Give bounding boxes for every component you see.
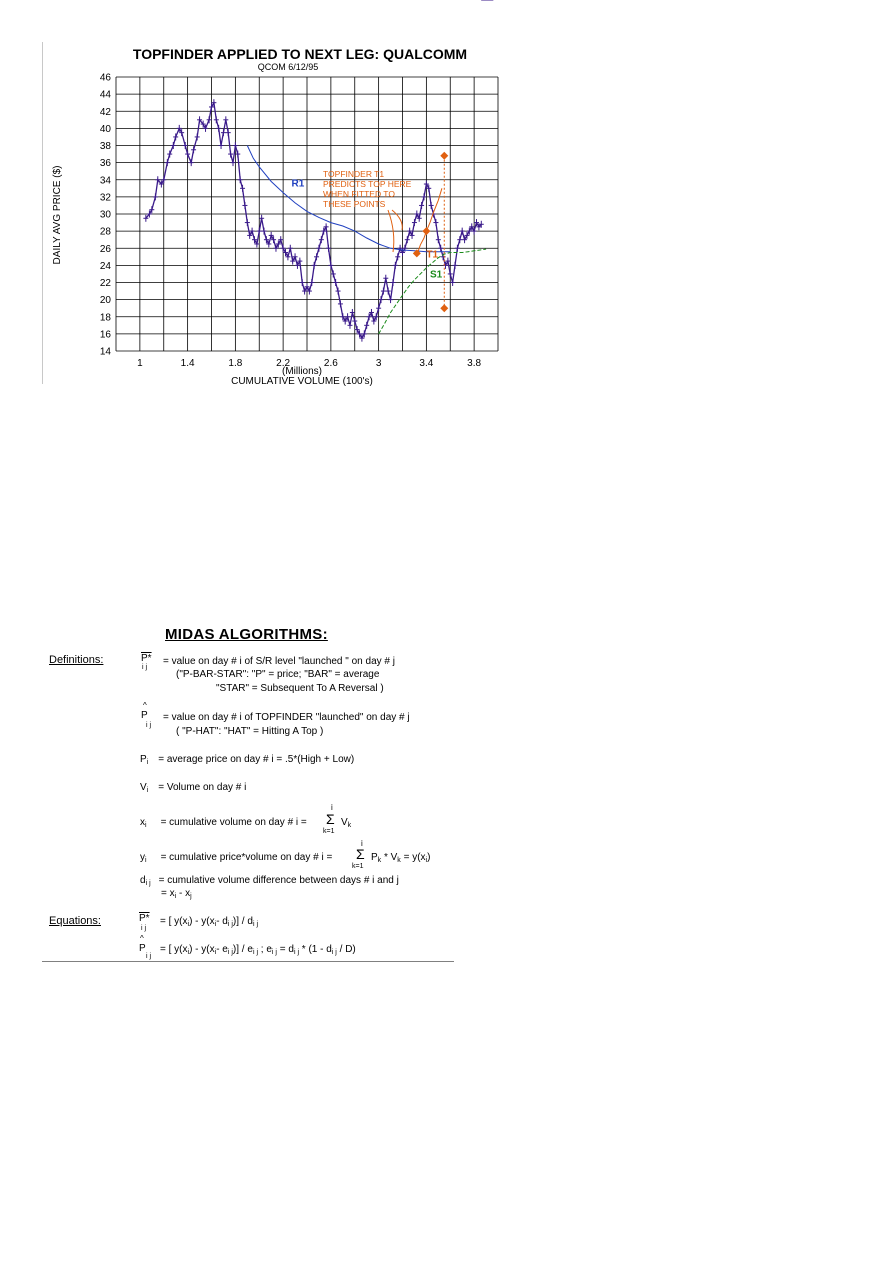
y-tick-label: 14 bbox=[99, 346, 111, 358]
price-point bbox=[328, 262, 333, 269]
p-hat-symbol: P bbox=[141, 710, 148, 721]
price-point bbox=[383, 275, 388, 282]
def6: $y_i$ = cumulative price*volume on day # i = bbox=[140, 852, 333, 864]
marker-diamond bbox=[440, 304, 448, 312]
price-point bbox=[171, 142, 176, 149]
price-point bbox=[185, 151, 190, 158]
price-point bbox=[421, 193, 426, 200]
annotation-line: TOPFINDER T1 bbox=[323, 169, 385, 179]
price-point bbox=[312, 262, 317, 269]
y-tick-label: 46 bbox=[99, 72, 111, 84]
x-tick-label: 2.2 bbox=[276, 358, 291, 369]
marker-diamond bbox=[440, 152, 448, 160]
price-point bbox=[257, 228, 262, 235]
y-tick-label: 44 bbox=[99, 89, 111, 101]
price-point bbox=[207, 116, 212, 123]
price-point bbox=[233, 142, 238, 149]
series-label-S1: S1 bbox=[429, 269, 443, 281]
price-point bbox=[240, 185, 245, 192]
annotation-pointer-2 bbox=[392, 210, 402, 230]
price-point bbox=[319, 236, 324, 243]
x-tick-label: 3.8 bbox=[467, 358, 482, 369]
price-point bbox=[352, 318, 357, 325]
price-point bbox=[333, 279, 338, 286]
annotation-line: WHEN FITTED TO bbox=[323, 189, 395, 199]
price-point bbox=[450, 279, 455, 286]
price-point bbox=[453, 262, 458, 269]
annotation-layer bbox=[291, 152, 448, 312]
price-point bbox=[412, 219, 417, 226]
def5-sum-top: i bbox=[331, 803, 333, 812]
def1-line3: "STAR" = Subsequent To A Reversal ) bbox=[216, 683, 384, 694]
y-axis-ticks bbox=[100, 73, 112, 358]
chart-title: TOPFINDER APPLIED TO NEXT LEG: QUALCOMM bbox=[132, 46, 468, 62]
price-point bbox=[350, 309, 355, 316]
price-point bbox=[376, 305, 381, 312]
def2-line1: = value on day # i of TOPFINDER "launched" on day # j bbox=[163, 712, 410, 723]
price-point bbox=[457, 236, 462, 243]
def6-sum-icon: Σ bbox=[356, 846, 365, 862]
price-point bbox=[288, 245, 293, 252]
def4: $V_i$ = Volume on day # i bbox=[140, 782, 247, 794]
price-point bbox=[183, 142, 188, 149]
price-point bbox=[448, 270, 453, 277]
def1-line2: ("P-BAR-STAR": "P" = price; "BAR" = average bbox=[176, 669, 380, 680]
series-label-R1: R1 bbox=[291, 178, 305, 190]
price-point bbox=[189, 159, 194, 166]
def5-sum-bottom: k=1 bbox=[323, 828, 335, 835]
def2-line2: ( "P-HAT": "HAT" = Hitting A Top ) bbox=[176, 726, 324, 737]
x-axis-label-units: (Millions) bbox=[282, 366, 322, 377]
price-point bbox=[223, 116, 228, 123]
def5-sum-icon: Σ bbox=[326, 811, 335, 827]
price-point bbox=[388, 296, 393, 303]
series-line-S1 bbox=[379, 249, 487, 334]
price-point bbox=[331, 270, 336, 277]
p-hat-caret: ^ bbox=[143, 701, 147, 710]
y-tick-label: 42 bbox=[99, 106, 111, 118]
def6-tail: $P_k * V_k = y(x_i)$ bbox=[371, 852, 431, 864]
midas-title: MIDAS ALGORITHMS: bbox=[165, 626, 328, 643]
eq1-subscript: i j bbox=[141, 925, 147, 932]
price-point bbox=[381, 288, 386, 295]
y-tick-label: 32 bbox=[99, 192, 111, 204]
def1-line1: = value on day # i of S/R level "launched " on day # j bbox=[163, 656, 395, 667]
price-point bbox=[242, 202, 247, 209]
def5: $x_i$ = cumulative volume on day # i = bbox=[140, 817, 307, 829]
bottom-rule bbox=[42, 961, 454, 962]
y-tick-label: 20 bbox=[99, 295, 111, 307]
y-tick-label: 28 bbox=[99, 226, 111, 238]
y-tick-label: 38 bbox=[99, 141, 111, 152]
price-point bbox=[173, 133, 178, 140]
y-tick-label: 26 bbox=[99, 243, 111, 255]
y-tick-label: 34 bbox=[99, 175, 111, 187]
price-point bbox=[433, 219, 438, 226]
annotation-line: PREDICTS TOP HERE bbox=[323, 179, 412, 189]
p-hat-subscript: i j bbox=[146, 722, 152, 729]
price-point bbox=[405, 236, 410, 243]
x-tick-label: 3.4 bbox=[419, 358, 434, 369]
y-tick-label: 30 bbox=[99, 209, 111, 221]
x-tick-label: 3 bbox=[375, 358, 382, 369]
chart-subtitle: QCOM 6/12/95 bbox=[257, 62, 319, 72]
price-point bbox=[300, 279, 305, 286]
price-point bbox=[364, 322, 369, 329]
price-point bbox=[309, 279, 314, 286]
price-point bbox=[167, 151, 172, 158]
y-tick-label: 16 bbox=[99, 329, 111, 341]
price-point bbox=[219, 142, 224, 149]
price-point bbox=[153, 193, 158, 200]
p-bar-star-subscript: i j bbox=[142, 664, 148, 671]
equations-label: Equations: bbox=[49, 915, 101, 927]
price-point bbox=[235, 151, 240, 158]
price-point bbox=[191, 146, 196, 153]
price-point bbox=[436, 236, 441, 243]
price-point bbox=[259, 215, 264, 222]
def5-tail: $V_k$ bbox=[341, 817, 352, 829]
price-point bbox=[438, 245, 443, 252]
price-point bbox=[314, 253, 319, 260]
price-point bbox=[393, 262, 398, 269]
price-point bbox=[460, 228, 465, 235]
annotation-line: THESE POINTS bbox=[323, 199, 386, 209]
y-tick-label: 18 bbox=[99, 312, 111, 324]
equation-1: = [ $y(x_i) - y(x_i-$ $d_{i j})] / d_{i j}$ bbox=[160, 916, 258, 928]
y-tick-label: 36 bbox=[99, 158, 111, 170]
x-tick-label: 1.8 bbox=[228, 358, 243, 369]
eq2-symbol: P bbox=[139, 943, 146, 954]
def7-line2: = $x_i - x_j$ bbox=[161, 888, 192, 900]
price-point bbox=[326, 245, 331, 252]
definitions-label: Definitions: bbox=[49, 654, 104, 666]
price-point bbox=[379, 296, 384, 303]
y-tick-label: 24 bbox=[99, 260, 111, 272]
x-tick-label: 1.4 bbox=[180, 358, 195, 369]
eq1-symbol: P* bbox=[139, 913, 150, 924]
def7: $d_{i j}$ = cumulative volume difference between days # i and j bbox=[140, 875, 399, 887]
price-point bbox=[316, 245, 321, 252]
price-point bbox=[386, 288, 391, 295]
y-tick-label: 22 bbox=[99, 278, 111, 289]
y-tick-label: 40 bbox=[99, 123, 111, 135]
price-point bbox=[390, 279, 395, 286]
price-point bbox=[195, 133, 200, 140]
price-point bbox=[429, 202, 434, 209]
price-point bbox=[221, 129, 226, 136]
y-axis-label: DAILY AVG PRICE ($) bbox=[52, 165, 63, 265]
x-tick-label: 2.6 bbox=[323, 358, 338, 369]
def6-sum-top: i bbox=[361, 839, 363, 848]
marker-diamond bbox=[422, 227, 430, 235]
equation-2: = [ $y(x_i) - y(x_i-$ $e_{i j})] / e_{i j}$ ; $e_{i j} = d_{i j} * (1 - d_{i j} / D)$ bbox=[160, 944, 356, 956]
price-point bbox=[230, 159, 235, 166]
price-point bbox=[238, 176, 243, 183]
price-point bbox=[165, 159, 170, 166]
chart bbox=[0, 0, 893, 400]
price-point bbox=[347, 322, 352, 329]
price-point bbox=[214, 116, 219, 123]
eq2-caret: ^ bbox=[140, 934, 144, 943]
price-point bbox=[336, 288, 341, 295]
grid bbox=[116, 77, 498, 351]
x-axis-label: CUMULATIVE VOLUME (100's) bbox=[231, 376, 373, 387]
price-point bbox=[216, 125, 221, 132]
eq2-subscript: i j bbox=[146, 953, 152, 960]
x-tick-label: 1 bbox=[137, 358, 143, 369]
price-point bbox=[262, 228, 267, 235]
price-point bbox=[338, 300, 343, 307]
price-point bbox=[455, 245, 460, 252]
price-point bbox=[226, 129, 231, 136]
price-point bbox=[228, 151, 233, 158]
price-point bbox=[245, 219, 250, 226]
price-point bbox=[419, 202, 424, 209]
series-label-T1: T1 bbox=[426, 249, 439, 261]
price-point bbox=[395, 253, 400, 260]
def3: $P_i$ = average price on day # i = .5*(High + Low) bbox=[140, 754, 355, 766]
p-bar-star-symbol: P* bbox=[141, 653, 152, 664]
def6-sum-bottom: k=1 bbox=[352, 863, 364, 870]
